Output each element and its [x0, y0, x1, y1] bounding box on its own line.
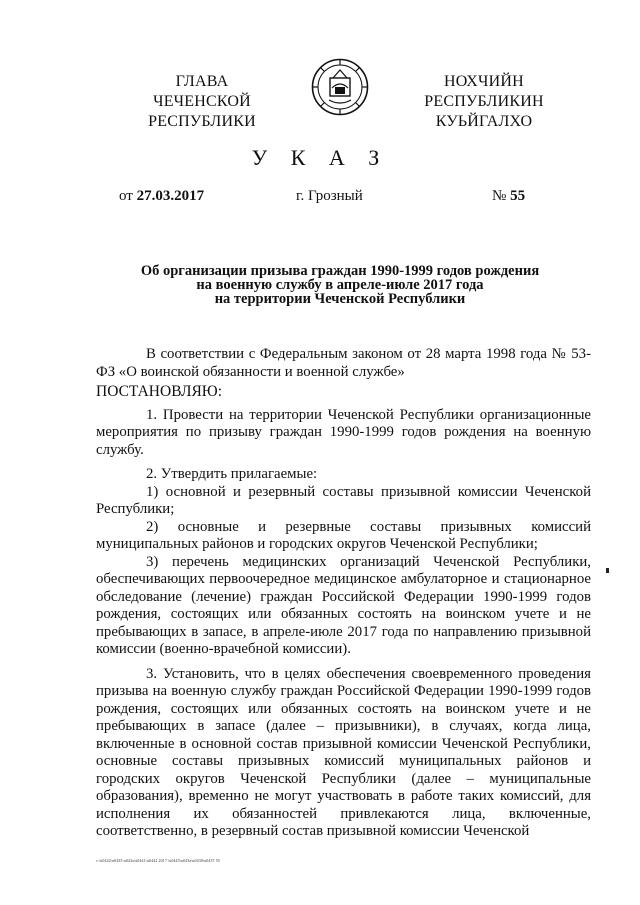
header-left-line2: ЧЕЧЕНСКОЙ РЕСПУБЛИКИ	[148, 93, 256, 130]
subject-line1: Об организации призыва граждан 1990-1999 годов рождения	[140, 263, 540, 279]
header-right-line2: КУЬЙГАЛХО	[435, 113, 533, 130]
intro-paragraph: В соответствии с Федеральным законом от 28 марта 1998 года № 53-ФЗ «О воинской обязанности и военной службе»	[96, 346, 591, 380]
number-prefix: №	[492, 188, 511, 204]
item-1: 1. Провести на территории Чеченской Республики организационные мероприятия по призыву граждан 1990-1999 годов рождения на военную службу.	[96, 406, 591, 458]
document-title: У К А З	[251, 145, 389, 170]
header-right-line1: НОХЧИЙН РЕСПУБЛИКИН	[424, 73, 544, 110]
subject-line2: на военную службу в апреле-июле 2017 года	[196, 277, 484, 293]
decree-heading: ПОСТАНОВЛЯЮ:	[96, 383, 223, 400]
document-city: г. Грозный	[296, 188, 363, 204]
subject-line3: на территории Чеченской Республики	[214, 291, 466, 307]
coat-of-arms-icon	[311, 58, 369, 116]
item-2-3: 3) перечень медицинских организаций Чеченской Республики, обеспечивающих первоочередное медицинское амбулаторное и стационарное обследование (лечение) граждан Российской Федерации 1990-1999 годов рождения, состоящих или обязанных состоять на воинском учете и не пребывающих в запасе, в апреле-июле 2017 года по направлению призывной комиссии (военно-врачебной комиссии).	[96, 553, 591, 657]
scan-mark	[606, 568, 609, 573]
document-date	[119, 188, 204, 205]
item-2-2: 2) основные и резервные составы призывных комиссий муниципальных районов и городских округов Чеченской Республики;	[96, 518, 591, 552]
header-right	[384, 72, 584, 132]
date-value: 27.03.2017	[136, 188, 205, 204]
footer-file-note: c:\u0442\u0435\u043a\u0441\u0442 2017 \u0443\u043a\u0430\u0437 55	[96, 858, 220, 863]
number-value: 55	[510, 188, 526, 204]
header-left-line1: ГЛАВА	[175, 73, 229, 90]
document-subject	[100, 264, 580, 306]
item-3: 3. Установить, что в целях обеспечения своевременного проведения призыва на военную службу граждан Российской Федерации 1990-1999 годов рождения, состоящих или обязанных состоять на воинском учете и не пребывающих в запасе (далее – призывники), в случаях, когда лица, включенные в основной состав призывной комиссии Чеченской Республики, основные составы призывных комиссий муниципальных районов и городских округов Чеченской Республики (далее – муниципальные образования), временно не могут участвовать в работе таких комиссий, для исполнения их обязанностей привлекаются лица, включенные, соответственно, в резервный состав призывной комиссии Чеченской	[96, 665, 591, 839]
date-prefix: от	[119, 188, 137, 204]
item-2: 2. Утвердить прилагаемые:	[146, 466, 318, 482]
item-2-1: 1) основной и резервный составы призывной комиссии Чеченской Республики;	[96, 483, 591, 517]
document-body	[96, 346, 591, 848]
document-number	[492, 188, 525, 205]
header-left	[102, 72, 302, 132]
